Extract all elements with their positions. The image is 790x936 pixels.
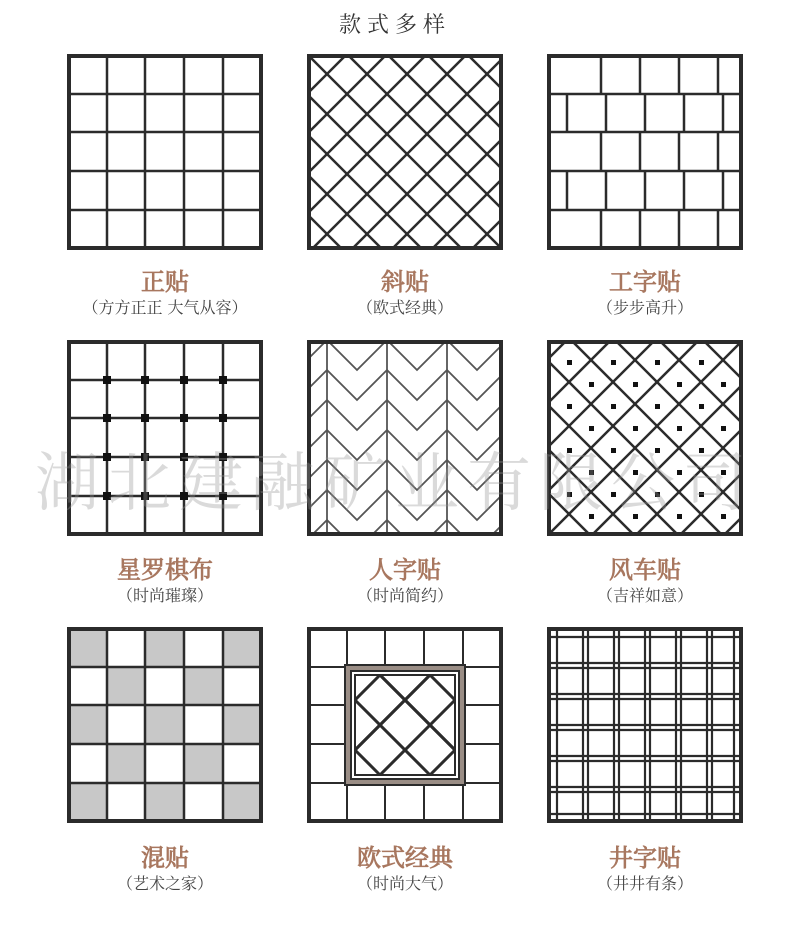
- style-desc-9: （井井有条）: [596, 874, 693, 893]
- style-desc-3: （步步高升）: [596, 298, 693, 317]
- page-title: 款式多样: [338, 13, 451, 38]
- style-name-8: 欧式经典: [357, 844, 453, 872]
- style-desc-2: （欧式经典）: [356, 298, 453, 317]
- pattern-well-grid-tile: [547, 627, 743, 823]
- style-name-5: 人字贴: [369, 556, 441, 584]
- style-desc-1: （方方正正 大气从容）: [82, 298, 248, 317]
- pattern-dotted-grid-tile: [67, 340, 263, 536]
- pattern-european-tile: [307, 627, 503, 823]
- pattern-pinwheel-tile: [547, 340, 743, 536]
- pattern-herringbone-tile: [307, 340, 503, 536]
- style-desc-8: （时尚大气）: [356, 874, 453, 893]
- pattern-running-bond-tile: [547, 54, 743, 250]
- style-name-2: 斜贴: [381, 268, 429, 296]
- style-name-9: 井字贴: [609, 844, 681, 872]
- pattern-mixed-tile: [67, 627, 263, 823]
- style-desc-7: （艺术之家）: [116, 874, 213, 893]
- style-desc-6: （吉祥如意）: [596, 586, 693, 605]
- company-watermark: 湖北建融矿业有限公司: [35, 447, 755, 521]
- style-name-1: 正贴: [141, 268, 189, 296]
- style-desc-5: （时尚简约）: [356, 586, 453, 605]
- pattern-diagonal-tile: [307, 54, 503, 250]
- style-name-6: 风车贴: [609, 556, 681, 584]
- style-name-7: 混贴: [141, 844, 189, 872]
- style-name-4: 星罗棋布: [117, 556, 213, 584]
- pattern-straight-tile: [67, 54, 263, 250]
- style-desc-4: （时尚璀璨）: [116, 586, 213, 605]
- style-name-3: 工字贴: [609, 268, 681, 296]
